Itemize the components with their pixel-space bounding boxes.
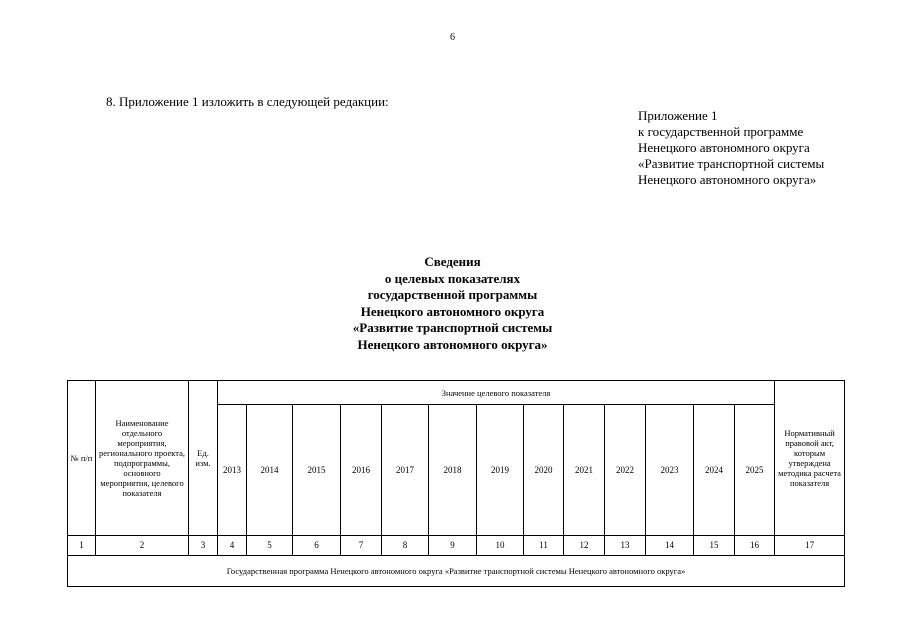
year-cell: 2014 — [247, 405, 293, 536]
column-index-cell: 1 — [68, 535, 96, 555]
heading-line: Ненецкого автономного округа» — [357, 336, 548, 352]
year-cell: 2013 — [218, 405, 247, 536]
year-cell: 2018 — [429, 405, 477, 536]
column-index-cell: 7 — [341, 535, 382, 555]
column-index-cell: 17 — [775, 535, 845, 555]
year-cell: 2021 — [564, 405, 605, 536]
heading-line: государственной программы — [367, 287, 538, 302]
appendix-header — [638, 108, 824, 188]
year-cell: 2023 — [646, 405, 694, 536]
program-row: Государственная программа Ненецкого автономного округа «Развитие транспортной системы Ненецкого автономного округа» — [68, 555, 845, 586]
column-index-cell: 4 — [218, 535, 247, 555]
year-cell: 2019 — [477, 405, 524, 536]
heading-line: «Развитие транспортной системы — [352, 320, 553, 335]
header-values: Значение целевого показателя — [218, 381, 775, 405]
appendix-line: к государственной программе — [638, 124, 804, 139]
header-num: № п/п — [68, 381, 96, 536]
appendix-line: Приложение 1 — [638, 108, 718, 123]
column-index-cell: 9 — [429, 535, 477, 555]
document-heading — [0, 254, 905, 353]
year-cell: 2017 — [382, 405, 429, 536]
appendix-line: Ненецкого автономного округа» — [638, 172, 817, 187]
column-index-cell: 15 — [694, 535, 735, 555]
column-index-cell: 10 — [477, 535, 524, 555]
column-index-cell: 2 — [96, 535, 189, 555]
year-cell: 2024 — [694, 405, 735, 536]
heading-line: о целевых показателях — [384, 270, 521, 286]
year-cell: 2025 — [735, 405, 775, 536]
column-index-cell: 11 — [524, 535, 564, 555]
column-index-cell: 13 — [605, 535, 646, 555]
column-index-cell: 6 — [293, 535, 341, 555]
year-cell: 2015 — [293, 405, 341, 536]
header-name: Наименование отдельного мероприятия, регионального проекта, подпрограммы, основного мероприятия, целевого показателя — [96, 381, 189, 536]
column-index-cell: 3 — [189, 535, 218, 555]
header-unit: Ед. изм. — [189, 381, 218, 536]
column-index-cell: 12 — [564, 535, 605, 555]
indicators-table — [67, 380, 845, 587]
appendix-line: «Развитие транспортной системы — [638, 156, 825, 171]
appendix-line: Ненецкого автономного округа — [638, 140, 810, 155]
column-index-cell: 14 — [646, 535, 694, 555]
column-index-cell: 8 — [382, 535, 429, 555]
year-cell: 2020 — [524, 405, 564, 536]
year-cell: 2022 — [605, 405, 646, 536]
heading-line: Ненецкого автономного округа — [360, 303, 545, 319]
column-index-cell: 5 — [247, 535, 293, 555]
instruction-text: 8. Приложение 1 изложить в следующей редакции: — [106, 94, 389, 109]
heading-line: Сведения — [424, 254, 481, 269]
header-act: Нормативный правовой акт, которым утверждена методика расчета показателя — [775, 381, 845, 536]
column-index-cell: 16 — [735, 535, 775, 555]
year-cell: 2016 — [341, 405, 382, 536]
page-number: 6 — [450, 32, 455, 43]
